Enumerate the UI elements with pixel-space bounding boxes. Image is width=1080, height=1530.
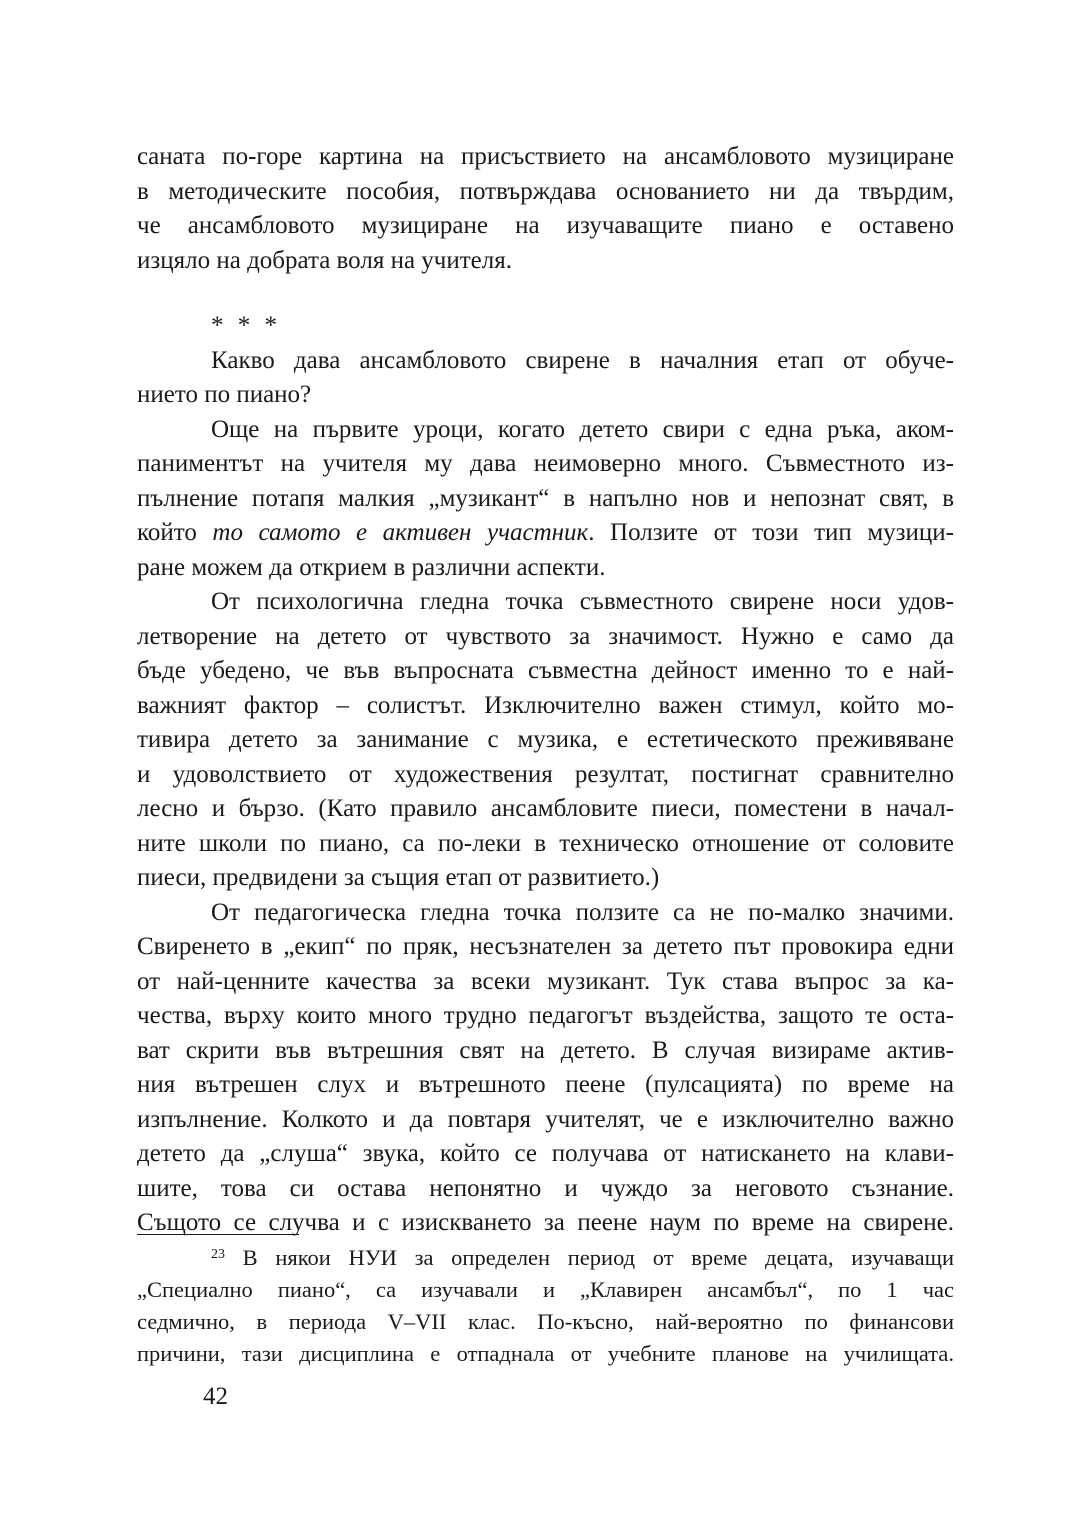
paragraph-1	[137, 140, 954, 278]
paragraph-4	[137, 585, 954, 896]
footnote	[137, 1242, 954, 1370]
text-line: пиеси, предвидени за същия етап от развитието.)	[137, 864, 660, 891]
text-line: От психологична гледна точка съвместното свирене носи удов-	[211, 588, 954, 615]
text-line: ния вътрешен слух и вътрешното пеене (пулсацията) по време на	[137, 1071, 954, 1098]
text-line: Същото се случва и с изискването за пеене наум по време на свирене.	[137, 1209, 954, 1236]
text-line: от най-ценните качества за всеки музикант. Тук става въпрос за ка-	[137, 967, 954, 995]
footnote-line: причини, тази дисциплина е отпаднала от учебните планове на училищата.	[137, 1341, 954, 1366]
text-line: тивира детето за занимание с музика, е естетическото преживяване	[137, 726, 954, 753]
text-line: че ансамбловото музициране на изучаващите пиано е оставено	[137, 212, 954, 239]
text-line: в методическите пособия, потвърждава основанието ни да твърдим,	[137, 177, 954, 205]
text-line: ране можем да открием в различни аспекти.	[137, 553, 606, 581]
text-line: изпълнение. Колкото и да повтаря учителят, че е изключително важно	[137, 1105, 954, 1133]
text-line: нието по пиано?	[137, 381, 312, 408]
footnote-line	[137, 1242, 954, 1274]
footnote-number: 23	[211, 1247, 225, 1262]
text-line: летворение на детето от чувството за значимост. Нужно е само да	[137, 622, 954, 650]
text-line: важният фактор – солистът. Изключително важен стимул, който мо-	[137, 691, 954, 719]
text-line: Свиренето в „екип“ по пряк, несъзнателен за детето път провокира едни	[137, 933, 954, 960]
text-line: чества, върху които много трудно педагогът въздейства, защото те оста-	[137, 1002, 954, 1029]
text-line	[137, 516, 954, 551]
text-line: детето да „слуша“ звука, който се получава от натискането на клави-	[137, 1140, 954, 1167]
footnote-text: В някои НУИ за определен период от време децата, изучаващи	[225, 1245, 954, 1270]
emphasis-text: то самото е активен участник	[212, 519, 589, 546]
text-run: . Ползите от този тип музици-	[588, 519, 954, 546]
text-line: ват скрити във вътрешния свят на детето. В случая визираме актив-	[137, 1036, 954, 1064]
text-line: и удоволствието от художествения резултат, постигнат сравнително	[137, 760, 954, 788]
text-line: сaната по-горе картина на присъствието на ансамбловото музициране	[137, 143, 954, 170]
text-run: който	[137, 519, 213, 546]
text-line: ните школи по пиано, са по-леки в техническо отношение от соловите	[137, 829, 954, 857]
text-line: пълнение потапя малкия „музикант“ в напълно нов и непознат свят, в	[137, 484, 954, 512]
text-line: Още на първите уроци, когато детето свири с една ръка, аком-	[211, 415, 954, 443]
text-line: изцяло на добрата воля на учителя.	[137, 246, 512, 274]
text-line: Какво дава ансамбловото свирене в началния етап от обуче-	[211, 346, 954, 374]
text-line: лесно и бързо. (Като правило ансамбловите пиеси, поместени в начал-	[137, 795, 954, 822]
paragraph-5	[137, 896, 954, 1241]
footnote-line: „Специално пиано“, са изучавали и „Клавирен ансамбъл“, по 1 час	[137, 1277, 954, 1302]
text-line: От педагогическа гледна точка ползите са не по-малко значими.	[211, 898, 954, 926]
page-number: 42	[203, 1383, 228, 1410]
paragraph-3	[137, 413, 954, 586]
text-line: бъде убедено, че във въпросната съвместна дейност именно то е най-	[137, 657, 954, 684]
text-line: паниментът на учителя му дава неимоверно много. Съвместното из-	[137, 450, 954, 477]
footnote-divider	[137, 1234, 299, 1235]
paragraph-2	[137, 344, 954, 413]
footnote-line: седмично, в периода V–VII клас. По-късно, най-вероятно по финансови	[137, 1309, 954, 1334]
main-text	[137, 140, 954, 1241]
text-line: шите, това си остава непонятно и чуждо за неговото съзнание.	[137, 1174, 954, 1202]
section-separator: * * *	[211, 312, 281, 339]
